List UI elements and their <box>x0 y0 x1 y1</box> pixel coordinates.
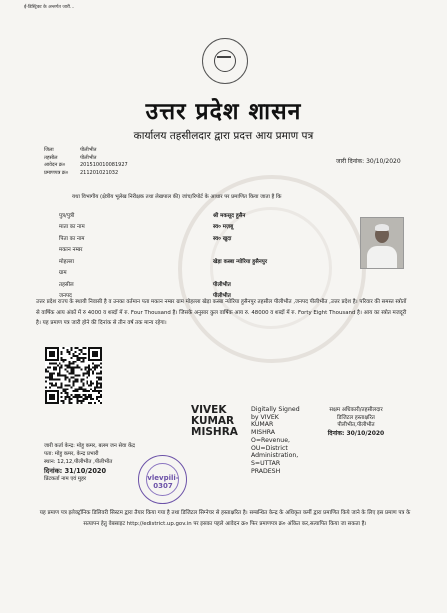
meta-row <box>44 170 128 178</box>
signatory-name <box>191 405 238 438</box>
signatory-name-line: VIVEK <box>191 404 227 416</box>
meta-label: प्रमाणपत्र क्र० <box>44 169 69 176</box>
officer-line: पीलीभीत,पीलीभीत <box>337 422 375 429</box>
meta-row <box>44 147 128 155</box>
detail-label: पिता का नाम <box>59 235 85 242</box>
detail-label: तहसील <box>59 281 74 288</box>
issuing-center-block <box>44 442 135 483</box>
detail-row <box>59 232 267 244</box>
detail-value: पीलीभीत <box>213 281 231 288</box>
qr-code-icon <box>45 347 102 404</box>
digital-signature-line: S=UTTAR <box>251 459 281 467</box>
detail-value: स्व० मज़बू <box>213 224 234 231</box>
footer-note: यह प्रमाण पत्र इलेक्ट्रॉनिक डिलिवरी सिस्टम द्वारा तैयार किया गया है तथा डिजिटल सिग्नेचर से हस्ताक्षरित है। सम्बन्धित केन्द्र के अधिकृत कर्मी द्वारा प्रमाणित किये जाने के लिए इस प्रमाण पत्र के सत्यापन हेतु वेबसाइट http://edistrict.up.gov.in पर इसका पहले आवेदन क्र० फिर प्रमाणपत्र क्र० अंकित कर,सत्यापित किया जा सकता है। <box>39 510 411 527</box>
meta-label: जिला <box>44 147 54 153</box>
officer-line: सक्षम अधिकारी/तहसीलदार <box>329 407 383 413</box>
meta-label: तहसील <box>44 154 58 161</box>
center-line: प्रिंटकर्ता नाम एवं मुहर <box>44 475 87 482</box>
digital-signature-line: MISHRA <box>251 429 276 437</box>
page-title: उत्तर प्रदेश शासन <box>145 99 302 125</box>
signatory-name-line: KUMAR <box>191 415 235 427</box>
detail-row <box>59 255 267 267</box>
up-emblem-icon <box>202 38 248 84</box>
meta-value: पीलीभीत <box>80 154 97 161</box>
detail-row <box>59 209 267 221</box>
issue-date: जारी दिनांक: 30/10/2020 <box>336 158 401 165</box>
meta-value: पीलीभीत <box>80 147 97 153</box>
top-note: ई-डिस्ट्रिक्ट के अन्तर्गत जारी... <box>24 5 75 10</box>
center-line: जारी कर्ता केन्द्र: मोहु कमर, बलम जन सेवा केंद्र <box>44 443 135 449</box>
digital-signature-line: KUMAR <box>251 421 274 429</box>
detail-row <box>59 244 267 256</box>
detail-label: जनपद <box>59 293 72 300</box>
detail-row <box>59 221 267 233</box>
officer-date: दिनांक: 30/10/2020 <box>327 429 385 437</box>
digital-signature-line: OU=District <box>251 444 288 452</box>
intro-text: यथा विभागीय (क्षेत्रीय भूलेख निरीक्षक तथा लेखपाल की) जांच/रिपोर्ट के आधार पर प्रमाणित किया जाता है कि <box>72 194 282 200</box>
officer-block <box>301 407 411 437</box>
meta-fields <box>44 147 128 177</box>
person-details <box>59 209 267 301</box>
digital-signature-line: O=Revenue, <box>251 436 290 444</box>
meta-label: आवेदन क्र० <box>44 162 66 168</box>
page-subtitle: कार्यालय तहसीलदार द्वारा प्रदत्त आय प्रमाण पत्र <box>133 130 314 142</box>
detail-row <box>59 278 267 290</box>
applicant-photo <box>360 217 404 269</box>
detail-value: पीलीभीत <box>213 293 231 300</box>
digital-signature-line: Administration, <box>251 452 299 460</box>
detail-label: माता का नाम <box>59 224 85 231</box>
meta-value: 201510010081927 <box>80 162 128 168</box>
meta-row <box>44 155 128 163</box>
detail-label: मोहल्ला <box>59 258 74 265</box>
certificate-paragraph: उत्तर प्रदेश राज्य के स्थायी निवासी है व उनका वर्तमान पता मकान नम्बर ग्राम मोहल्ला खेड़ा कस्बा न्योरिया हुसैनपुर तहसील पीलीभीत ,जनपद पीलीभीत ,उत्तर प्रदेश है। परिवार की समस्त स्त्रोतों से वार्षिक आय अंकों में रु 4000 व शब्दों में रु. Four Thousand है। जिसके अनुसार कुल वार्षिक आय रु. 48000 व शब्दों में रु. Forty Eight Thousand है। आय का स्त्रोत मजदूरी है। यह प्रमाण पत्र जारी होने की दिनांक से तीन वर्ष तक मान्य रहेगा। <box>36 299 407 326</box>
detail-row <box>59 267 267 279</box>
meta-row <box>44 162 128 170</box>
digital-signature-line: PRADESH <box>251 467 281 475</box>
detail-value: श्री मकसूद हुसैन <box>213 212 246 219</box>
detail-label: पुत्र/पुत्री <box>59 212 75 219</box>
digital-signature-line: by VIVEK <box>251 413 279 421</box>
center-date: दिनांक: 31/10/2020 <box>44 466 107 475</box>
meta-value: 211201021032 <box>80 169 119 176</box>
center-stamp <box>138 455 187 504</box>
detail-value: स्व० खुदा <box>213 235 232 242</box>
stamp-code: vlevpili-0307 <box>147 474 179 490</box>
detail-label: ग्राम <box>59 270 67 277</box>
digital-signature-block <box>251 406 300 475</box>
detail-label: मकान नम्बर <box>59 247 83 254</box>
officer-line: डिजिटल हस्ताक्षरित <box>337 414 375 421</box>
center-line: पता: मोहु कमर, केन्द्र प्रभारी <box>44 451 99 458</box>
digital-signature-line: Digitally Signed <box>251 406 300 413</box>
detail-value: खेड़ा कस्बा न्योरिया हुसैनपुर <box>213 258 268 265</box>
signatory-name-line: MISHRA <box>191 426 238 438</box>
center-line: स्थान: 12,12,पीलीभीत ,पीलीभीत <box>44 459 113 466</box>
